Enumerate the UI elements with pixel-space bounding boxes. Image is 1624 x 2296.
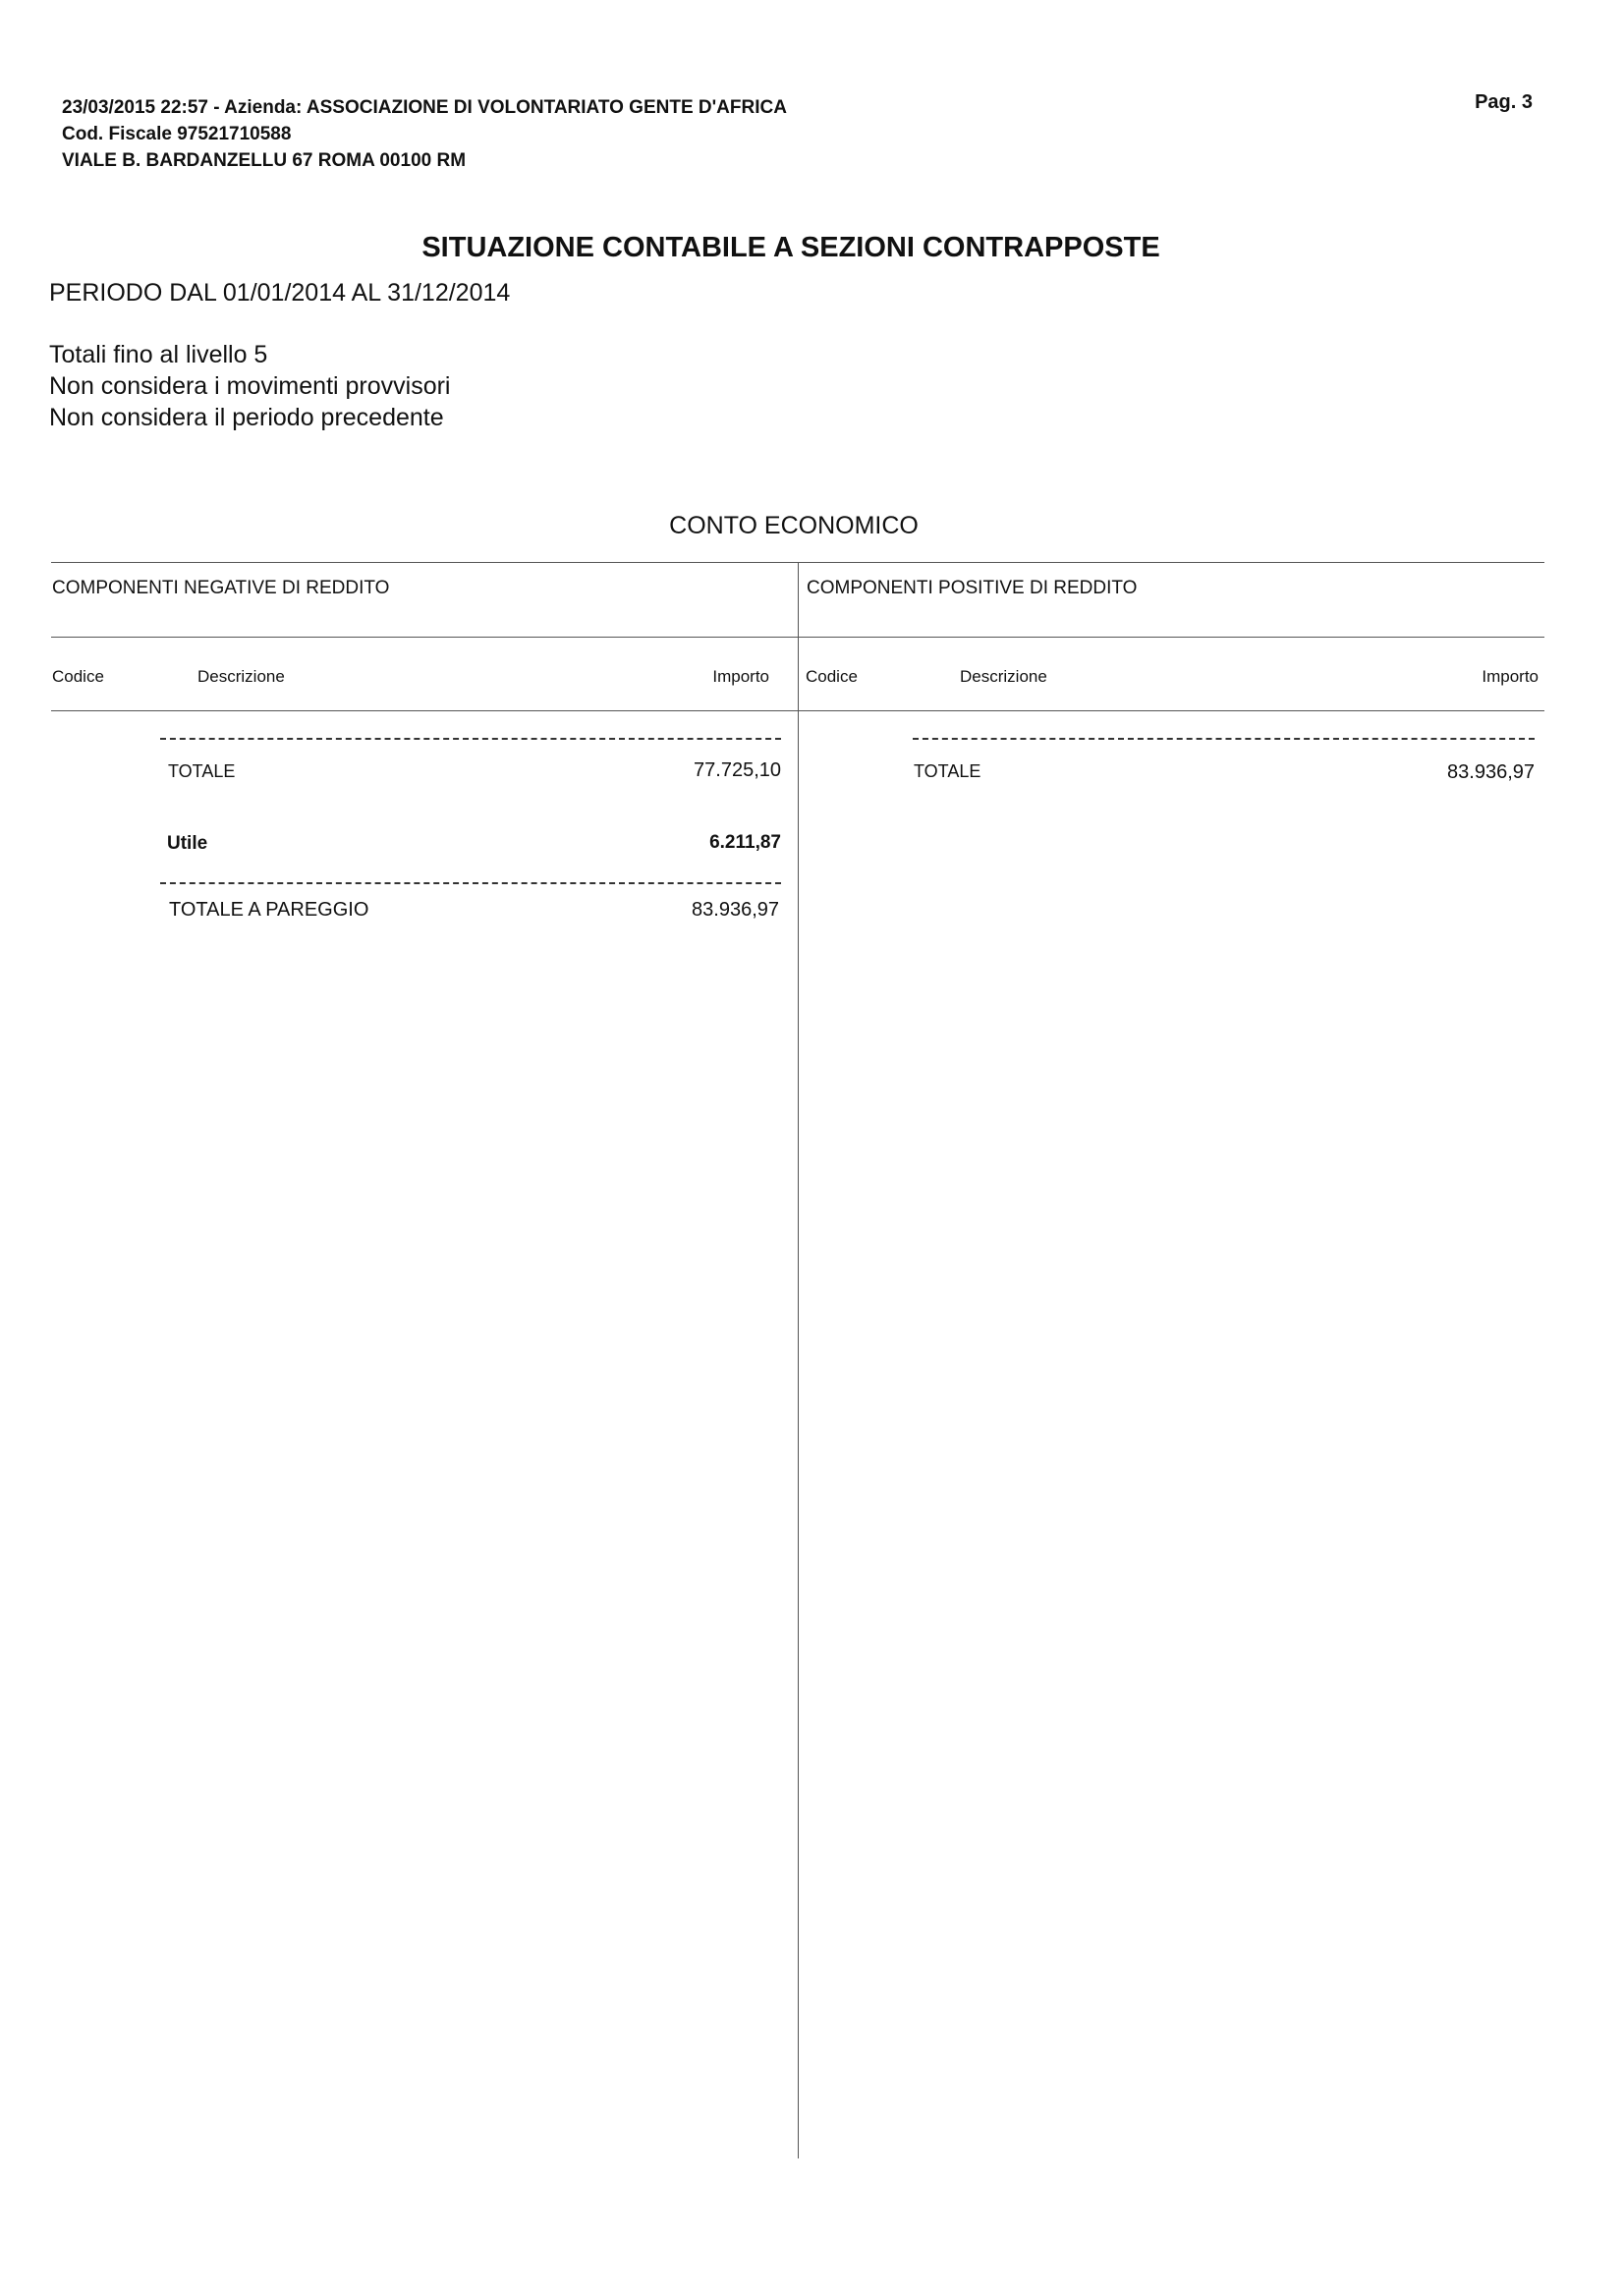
profit-label: Utile xyxy=(167,833,208,854)
left-total-separator xyxy=(160,738,781,740)
left-section-heading: COMPONENTI NEGATIVE DI REDDITO xyxy=(52,578,390,598)
report-period: PERIODO DAL 01/01/2014 AL 31/12/2014 xyxy=(49,279,511,307)
right-col-code-header: Codice xyxy=(806,667,858,686)
balance-total-label: TOTALE A PAREGGIO xyxy=(169,899,369,921)
right-col-desc-header: Descrizione xyxy=(960,667,1047,686)
page-number: Pag. 3 xyxy=(1475,91,1533,113)
left-total-label: TOTALE xyxy=(168,761,236,781)
right-total-separator xyxy=(913,738,1535,740)
right-total-value: 83.936,97 xyxy=(1447,761,1535,783)
balance-total-value: 83.936,97 xyxy=(692,899,779,921)
right-total-label: TOTALE xyxy=(914,761,981,781)
left-col-code-header: Codice xyxy=(52,667,104,686)
left-total-value: 77.725,10 xyxy=(694,759,781,781)
header-fiscal-code: Cod. Fiscale 97521710588 xyxy=(62,124,292,144)
report-title: SITUAZIONE CONTABILE A SEZIONI CONTRAPPOSTE xyxy=(421,232,1160,263)
header-address: VIALE B. BARDANZELLU 67 ROMA 00100 RM xyxy=(62,150,467,171)
table-column-divider xyxy=(798,562,799,2158)
right-col-amount-header: Importo xyxy=(1482,667,1539,686)
profit-value: 6.211,87 xyxy=(709,832,781,853)
right-section-heading: COMPONENTI POSITIVE DI REDDITO xyxy=(807,578,1138,598)
left-col-amount-header: Importo xyxy=(712,667,769,686)
section-title: CONTO ECONOMICO xyxy=(669,512,919,539)
left-col-desc-header: Descrizione xyxy=(197,667,285,686)
report-option: Non considera i movimenti provvisori xyxy=(49,372,451,400)
left-balance-separator xyxy=(160,882,781,884)
report-option: Non considera il periodo precedente xyxy=(49,404,444,431)
header-company-line: 23/03/2015 22:57 - Azienda: ASSOCIAZIONE DI VOLONTARIATO GENTE D'AFRICA xyxy=(62,97,787,118)
report-option: Totali fino al livello 5 xyxy=(49,341,268,368)
